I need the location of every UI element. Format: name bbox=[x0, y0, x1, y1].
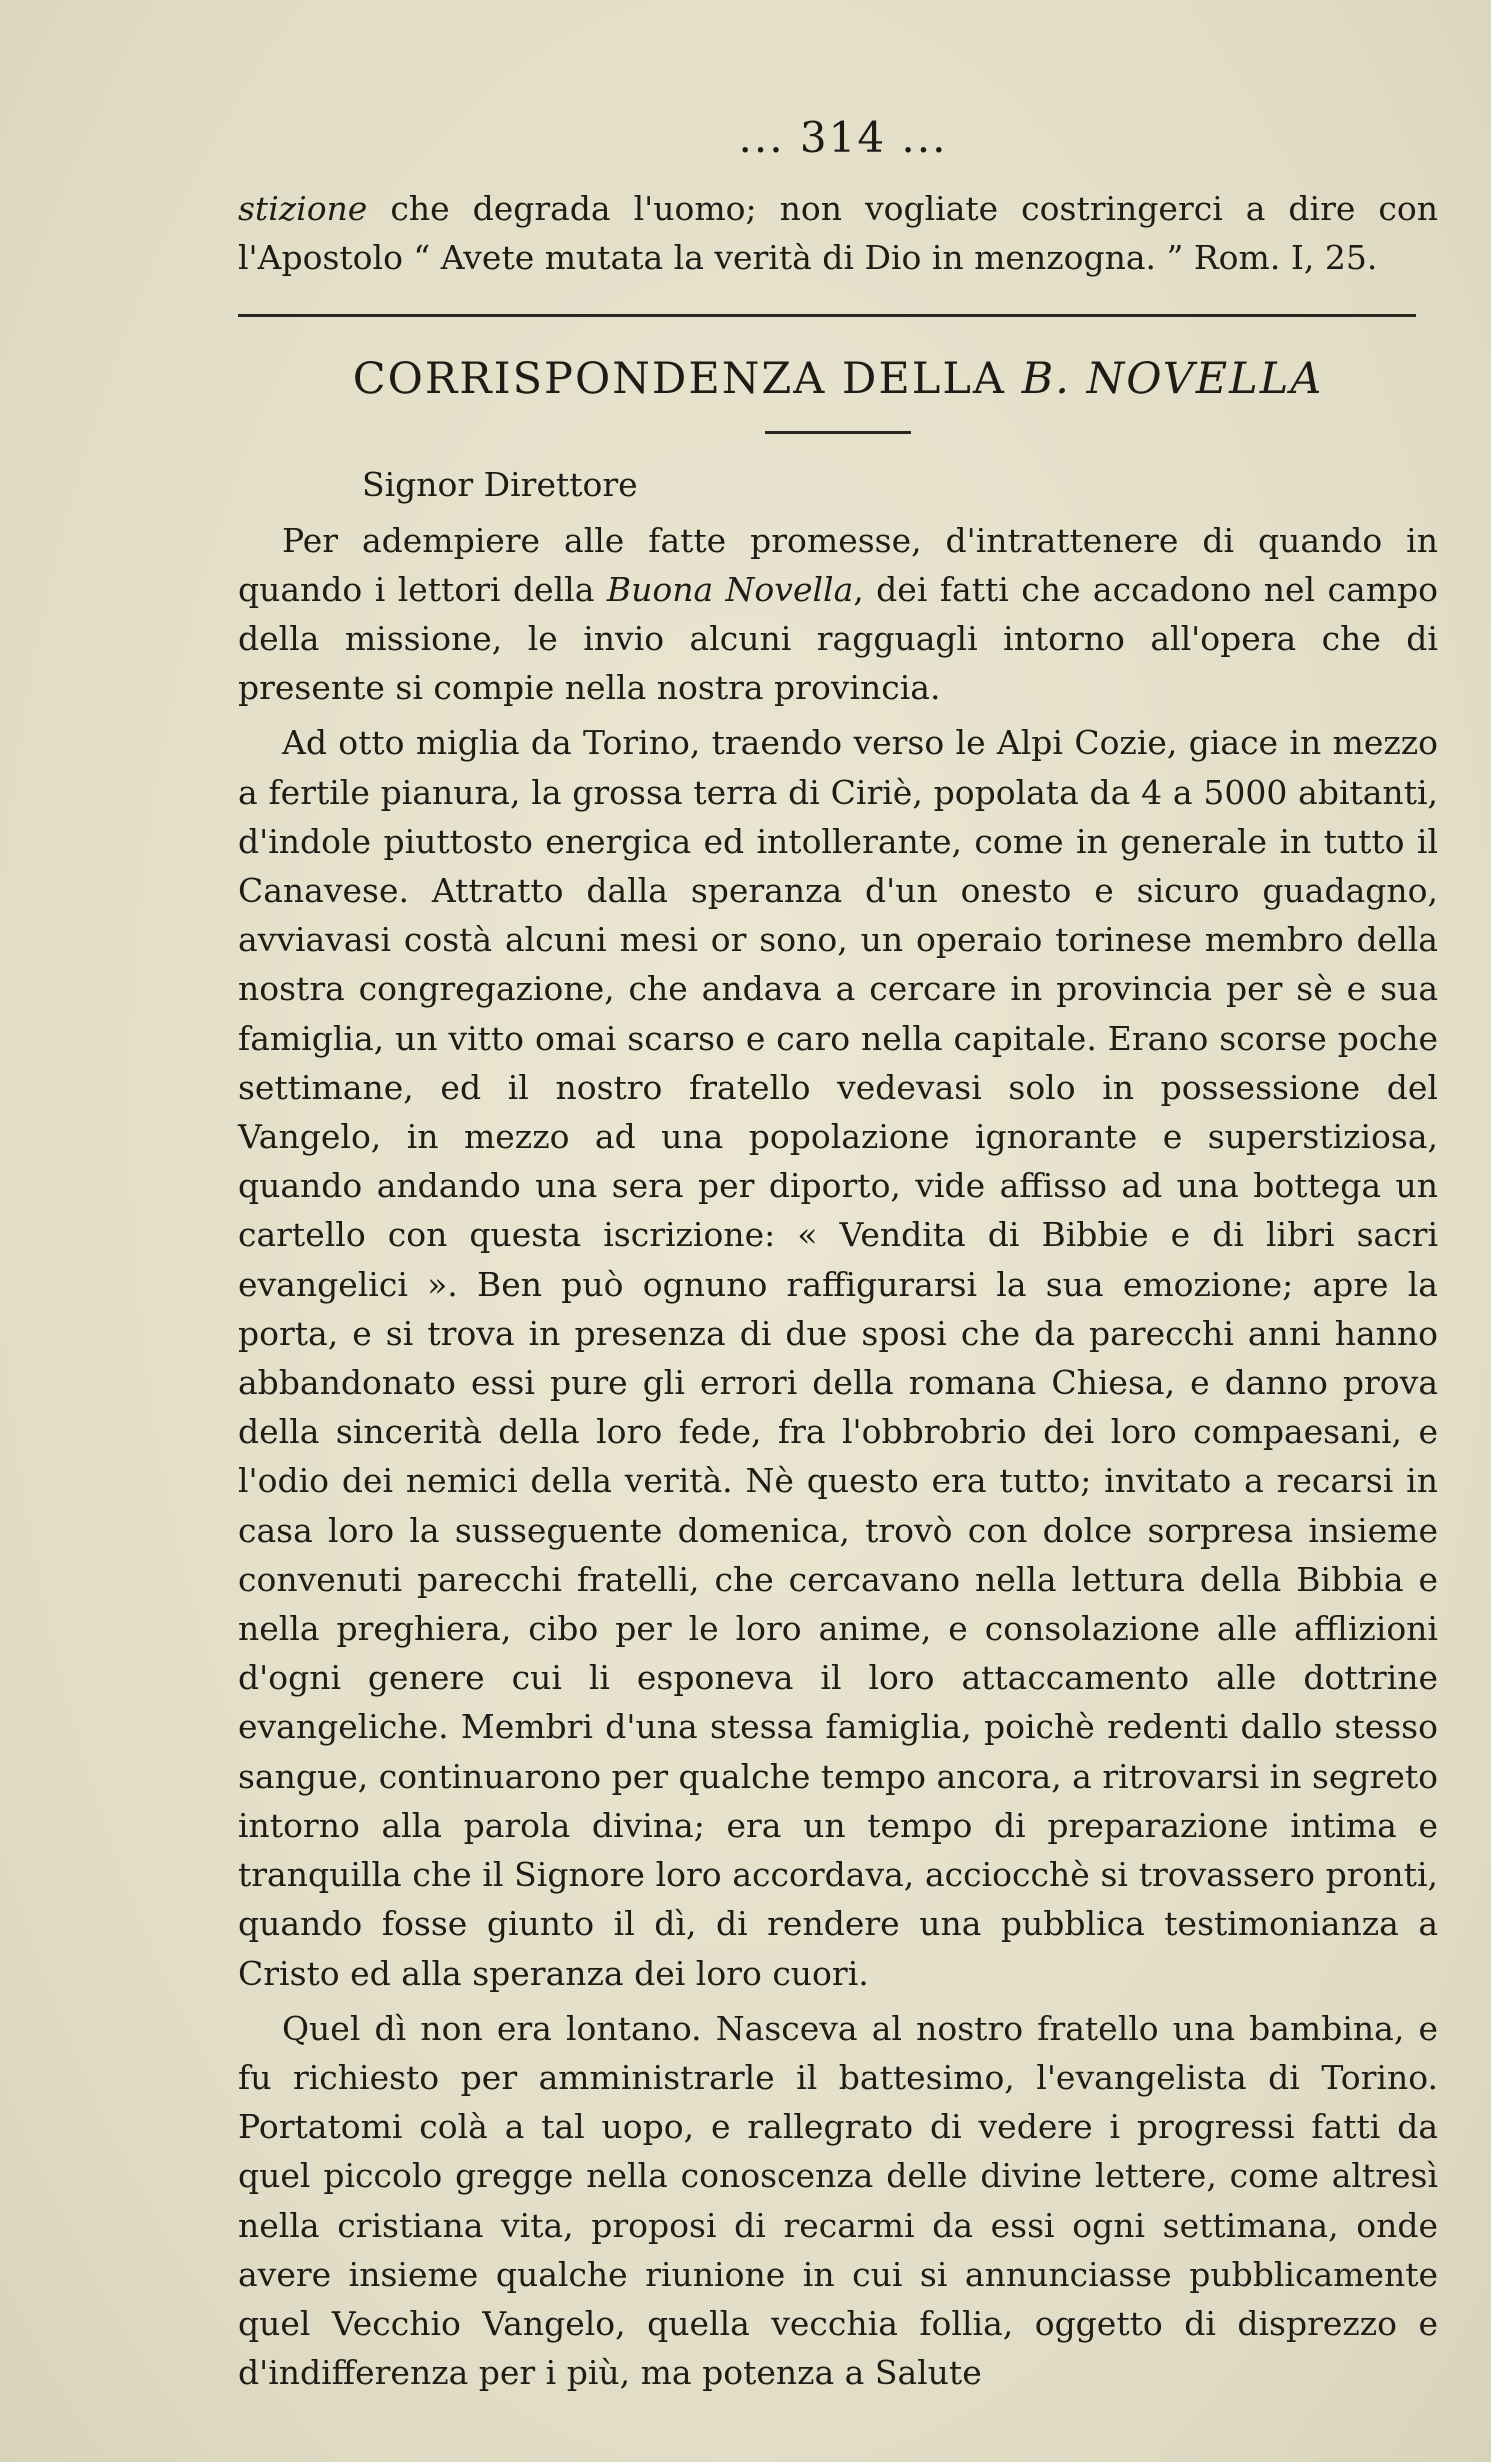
paragraph-1-part-2: , dei fatti che accadono nel campo della missione, le invio alcuni ragguagli intorno all'opera che di presente si compie nella nostra provincia. bbox=[238, 569, 1438, 708]
paragraph-3: Quel dì non era lontano. Nasceva al nostro fratello una bambina, e fu richiesto per amministrarle il battesimo, l'evangelista di Torino. Portatomi colà a tal uopo, e rallegrato di vedere i progressi fatti da quel piccolo gregge nella conoscenza delle divine lettere, come altresì nella cristiana vita, proposi di recarmi da essi ogni settimana, onde avere insieme qualche riunione in cui si annunciasse pubblicamente quel Vecchio Vangelo, quella vecchia follia, oggetto di disprezzo e d'indifferenza per i più, ma potenza a Salute bbox=[238, 2008, 1438, 2393]
paragraph-1-part-1: Per adempiere alle fatte promesse, d'intrattenere di quando in quando i lettori della bbox=[238, 520, 1438, 609]
article-title-plain: CORRISPONDENZA DELLA bbox=[352, 354, 1022, 405]
salutation: Signor Direttore bbox=[362, 465, 638, 505]
article-title-italic: B. NOVELLA bbox=[1021, 354, 1324, 405]
paragraph-1 bbox=[238, 516, 1438, 713]
page-number: ... 314 ... bbox=[738, 113, 948, 162]
continued-word-italic: stizione bbox=[238, 189, 368, 228]
title-underline bbox=[765, 431, 911, 434]
continued-paragraph bbox=[238, 184, 1438, 282]
article-title bbox=[238, 349, 1438, 409]
section-divider bbox=[238, 314, 1416, 317]
continued-text: che degrada l'uomo; non vogliate costringerci a dire con l'Apostolo “ Avete mutata la verità di Dio in menzogna. ” Rom. I, 25. bbox=[238, 189, 1438, 278]
paragraph-2: Ad otto miglia da Torino, traendo verso le Alpi Cozie, giace in mezzo a fertile pianura, la grossa terra di Ciriè, popolata da 4 a 5000 abitanti, d'indole piuttosto energica ed intollerante, come in generale in tutto il Canavese. Attratto dalla speranza d'un onesto e sicuro guadagno, avviavasi costà alcuni mesi or sono, un operaio torinese membro della nostra congregazione, che andava a cercare in provincia per sè e sua famiglia, un vitto omai scarso e caro nella capitale. Erano scorse poche settimane, ed il nostro fratello vedevasi solo in possessione del Vangelo, in mezzo ad una popolazione ignorante e superstiziosa, quando andando una sera per diporto, vide affisso ad una bottega un cartello con questa iscrizione: « Vendita di Bibbie e di libri sacri evangelici ». Ben può ognuno raffigurarsi la sua emozione; apre la porta, e si trova in presenza di due sposi che da parecchi anni hanno abbandonato essi pure gli errori della romana Chiesa, e danno prova della sincerità della loro fede, fra l'obbrobrio dei loro compaesani, e l'odio dei nemici della verità. Nè questo era tutto; invitato a recarsi in casa loro la susseguente domenica, trovò con dolce sorpresa insieme convenuti parecchi fratelli, che cercavano nella lettura della Bibbia e nella preghiera, cibo per le loro anime, e consolazione alle afflizioni d'ogni genere cui li esponeva il loro attaccamento alle dottrine evangeliche. Membri d'una stessa famiglia, poichè redenti dallo stesso sangue, continuarono per qualche tempo ancora, a ritrovarsi in segreto intorno alla parola divina; era un tempo di preparazione intima e tranquilla che il Signore loro accordava, acciocchè si trovassero pronti, quando fosse giunto il dì, di rendere una pubblica testimonianza a Cristo ed alla speranza dei loro cuori. bbox=[238, 723, 1438, 1993]
paragraph-1-italic: Buona Novella bbox=[606, 569, 854, 609]
page-content bbox=[238, 110, 1438, 2397]
